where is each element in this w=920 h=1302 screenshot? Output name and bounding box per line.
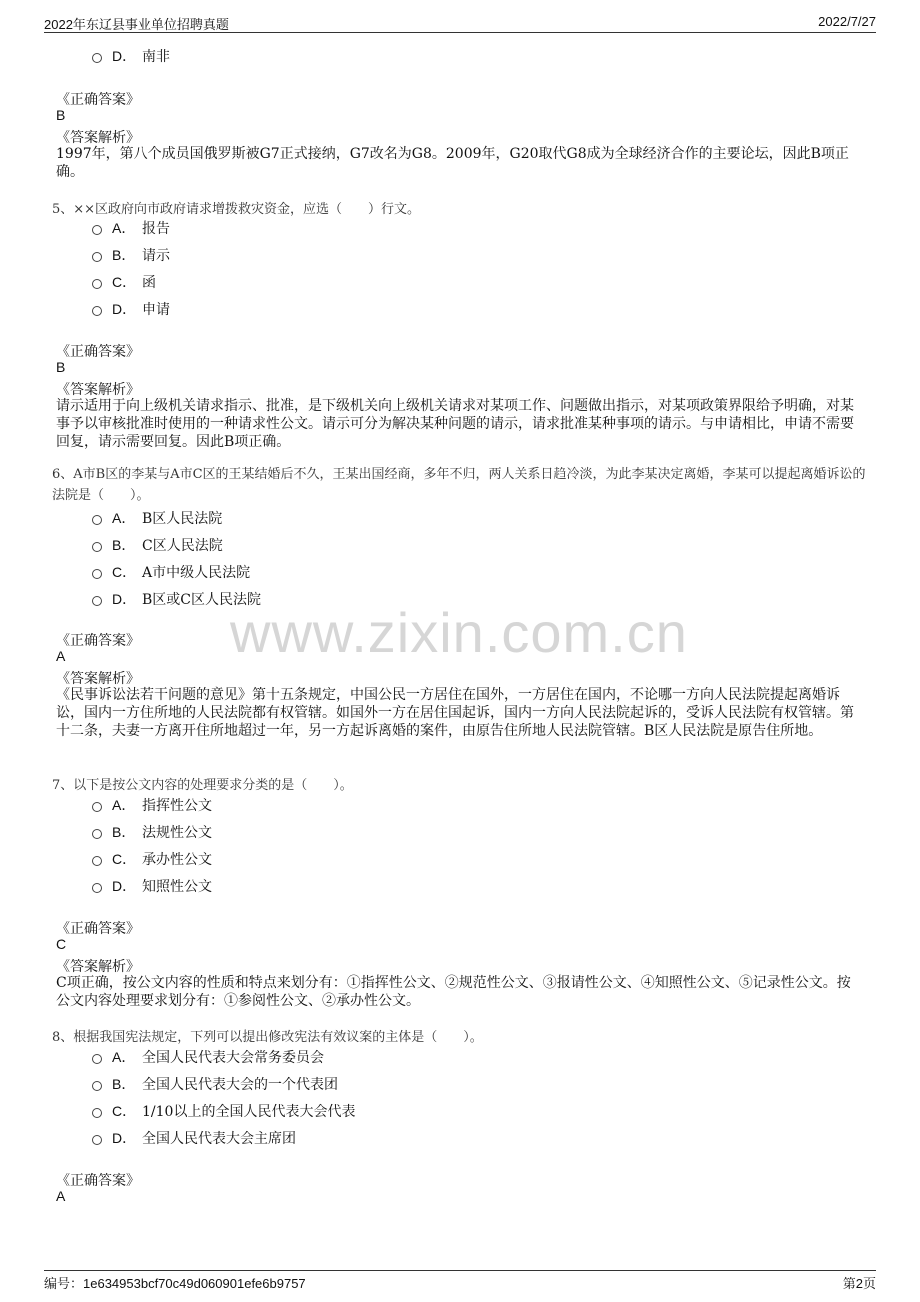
correct-answer-label: 《正确答案》	[56, 92, 140, 108]
option-text: A市中级人民法院	[142, 565, 251, 581]
explanation-label: 《答案解析》	[56, 959, 140, 975]
question-7: 7、以下是按公文内容的处理要求分类的是（ ）。	[52, 778, 353, 793]
page-footer	[44, 1270, 876, 1293]
radio-icon[interactable]	[92, 252, 102, 262]
option-text: 知照性公文	[142, 879, 212, 895]
option-d[interactable]: D． 全国人民代表大会主席团	[92, 1128, 296, 1148]
option-d[interactable]: D． 申请	[92, 299, 170, 319]
option-text: 全国人民代表大会的一个代表团	[142, 1077, 338, 1093]
radio-icon[interactable]	[92, 306, 102, 316]
radio-icon[interactable]	[92, 1081, 102, 1091]
explanation-text: 《民事诉讼法若干问题的意见》第十五条规定，中国公民一方居住在国外，一方居住在国内，不论哪一方向人民法院提起离婚诉讼，国内一方住所地的人民法院都有权管辖。如国外一方在居住国起诉，国内一方向人民法院起诉的，受诉人民法院有权管辖。第十二条，夫妻一方离开住所地超过一年，另一方起诉离婚的案件，由原告住所地人民法院管辖。B区人民法院是原告住所地。	[56, 687, 854, 739]
radio-icon[interactable]	[92, 596, 102, 606]
option-a[interactable]: A． B区人民法院	[92, 508, 222, 528]
correct-answer: C	[56, 936, 67, 952]
option-d[interactable]: D． 知照性公文	[92, 876, 212, 896]
radio-icon[interactable]	[92, 1135, 102, 1145]
option-text: 指挥性公文	[142, 798, 212, 814]
option-b[interactable]: B． C区人民法院	[92, 535, 223, 555]
option-text: 承办性公文	[142, 852, 212, 868]
option-text: 全国人民代表大会常务委员会	[142, 1050, 324, 1066]
option-c[interactable]: C． 1/10以上的全国人民代表大会代表	[92, 1101, 355, 1121]
option-text: 申请	[142, 302, 170, 318]
radio-icon[interactable]	[92, 829, 102, 839]
correct-answer: A	[56, 648, 66, 664]
radio-icon[interactable]	[92, 569, 102, 579]
radio-icon[interactable]	[92, 1054, 102, 1064]
question-5: 5、××区政府向市政府请求增拨救灾资金，应选（ ）行文。	[52, 202, 421, 217]
option-text: 请示	[142, 248, 170, 264]
radio-icon[interactable]	[92, 515, 102, 525]
explanation-label: 《答案解析》	[56, 130, 140, 146]
explanation-label: 《答案解析》	[56, 671, 140, 687]
option-c[interactable]: C． 函	[92, 272, 156, 292]
explanation-text: 请示适用于向上级机关请求指示、批准，是下级机关向上级机关请求对某项工作、问题做出指示，对某项政策界限给予明确，对某事予以审核批准时使用的一种请求性公文。请示可分为解决某种问题的请示，请求批准某种事项的请示。与申请相比，申请不需要回复，请示需要回复。因此B项正确。	[56, 398, 854, 450]
option-a[interactable]: A． 指挥性公文	[92, 795, 212, 815]
watermark: www.zixin.com.cn	[230, 601, 688, 664]
page-number: 第2页	[842, 1276, 876, 1291]
document-title: 2022年东辽县事业单位招聘真题	[44, 17, 229, 32]
option-b[interactable]: B． 法规性公文	[92, 822, 212, 842]
option-text: 报告	[142, 221, 170, 237]
option-text: C区人民法院	[142, 538, 223, 554]
option-a[interactable]: A． 全国人民代表大会常务委员会	[92, 1047, 324, 1067]
radio-icon[interactable]	[92, 279, 102, 289]
correct-answer: B	[56, 107, 66, 123]
option-d[interactable]: D． 南非	[92, 46, 170, 66]
option-d[interactable]: D． B区或C区人民法院	[92, 589, 261, 609]
option-text: B区人民法院	[142, 511, 223, 527]
page-header	[44, 12, 876, 33]
radio-icon[interactable]	[92, 802, 102, 812]
option-a[interactable]: A． 报告	[92, 218, 170, 238]
radio-icon[interactable]	[92, 225, 102, 235]
option-text: B区或C区人民法院	[142, 592, 261, 608]
document-date: 2022/7/27	[818, 14, 876, 29]
correct-answer-label: 《正确答案》	[56, 344, 140, 360]
explanation-text: C项正确，按公文内容的性质和特点来划分有：①指挥性公文、②规范性公文、③报请性公文、④知照性公文、⑤记录性公文。按公文内容处理要求划分有：①参阅性公文、②承办性公文。	[56, 975, 851, 1009]
explanation-text: 1997年，第八个成员国俄罗斯被G7正式接纳，G7改名为G8。2009年，G20取代G8成为全球经济合作的主要论坛，因此B项正确。	[56, 146, 849, 180]
explanation-label: 《答案解析》	[56, 382, 140, 398]
document-code: 编号：1e634953bcf70c49d060901efe6b9757	[44, 1276, 306, 1291]
radio-icon[interactable]	[92, 856, 102, 866]
radio-icon[interactable]	[92, 883, 102, 893]
correct-answer: A	[56, 1188, 66, 1204]
option-text: 法规性公文	[142, 825, 212, 841]
correct-answer-label: 《正确答案》	[56, 921, 140, 937]
question-6: 6、A市B区的李某与A市C区的王某结婚后不久，王某出国经商，多年不归，两人关系日趋冷淡，为此李某决定离婚，李某可以提起离婚诉讼的法院是（ ）。	[52, 467, 866, 503]
option-text: 函	[142, 275, 156, 291]
question-8: 8、根据我国宪法规定，下列可以提出修改宪法有效议案的主体是（ ）。	[52, 1030, 483, 1045]
correct-answer: B	[56, 359, 66, 375]
radio-icon[interactable]	[92, 53, 102, 63]
option-b[interactable]: B． 请示	[92, 245, 170, 265]
correct-answer-label: 《正确答案》	[56, 633, 140, 649]
option-c[interactable]: C． 承办性公文	[92, 849, 212, 869]
option-text: 1/10以上的全国人民代表大会代表	[142, 1104, 356, 1120]
option-b[interactable]: B． 全国人民代表大会的一个代表团	[92, 1074, 338, 1094]
option-c[interactable]: C． A市中级人民法院	[92, 562, 250, 582]
correct-answer-label: 《正确答案》	[56, 1173, 140, 1189]
option-text: 南非	[142, 49, 170, 65]
radio-icon[interactable]	[92, 542, 102, 552]
option-text: 全国人民代表大会主席团	[142, 1131, 296, 1147]
radio-icon[interactable]	[92, 1108, 102, 1118]
